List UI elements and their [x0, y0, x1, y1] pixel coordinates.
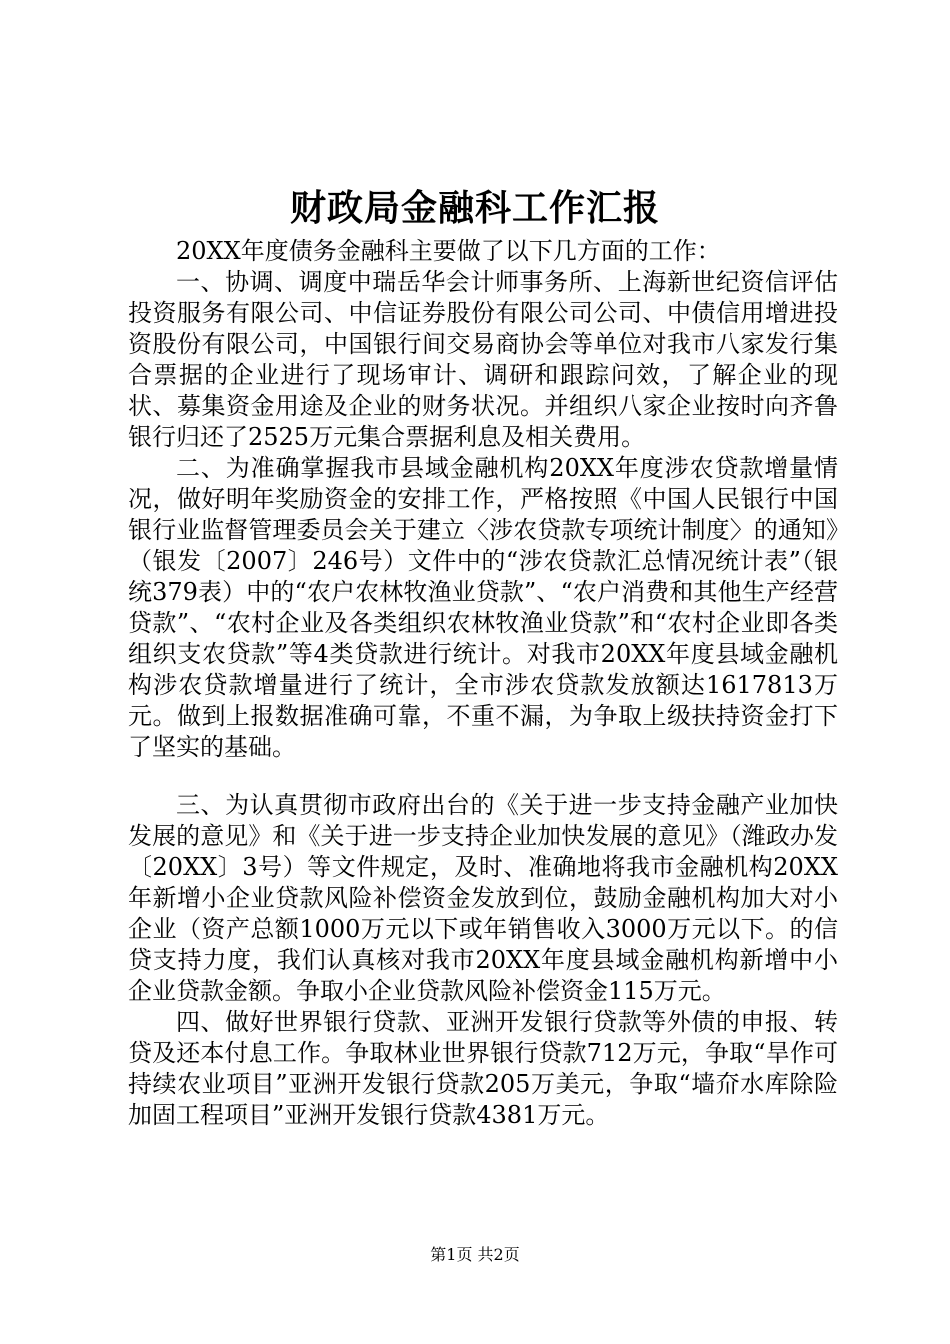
paragraph-3: 三、为认真贯彻市政府出台的《关于进一步支持金融产业加快发展的意见》和《关于进一步支持企业加快发展的意见》（潍政办发〔20XX〕3号）等文件规定，及时、准确地将我市金融机构20XX年新增小企业贷款风险补偿资金发放到位，鼓励金融机构加大对小企业（资产总额1000万元以下或年销售收入3000万元以下。的信贷支持力度，我们认真核对我市20XX年度县域金融机构新增中小企业贷款金额。争取小企业贷款风险补偿资金115万元。: [128, 791, 838, 1005]
paragraph-1: 一、协调、调度中瑞岳华会计师事务所、上海新世纪资信评估投资服务有限公司、中信证券股份有限公司公司、中债信用增进投资股份有限公司，中国银行间交易商协会等单位对我市八家发行集合票据的企业进行了现场审计、调研和跟踪问效，了解企业的现状、募集资金用途及企业的财务状况。并组织八家企业按时向齐鲁银行归还了2525万元集合票据利息及相关费用。: [128, 268, 838, 451]
intro-paragraph: 20XX年度债务金融科主要做了以下几方面的工作：: [176, 237, 721, 265]
page-footer: 第1页 共2页: [430, 1245, 520, 1264]
paragraph-4: 四、做好世界银行贷款、亚洲开发银行贷款等外债的申报、转贷及还本付息工作。争取林业世界银行贷款712万元，争取“旱作可持续农业项目”亚洲开发银行贷款205万美元，争取“墙夼水库除险加固工程项目”亚洲开发银行贷款4381万元。: [128, 1008, 838, 1129]
paragraph-2: 二、为准确掌握我市县域金融机构20XX年度涉农贷款增量情况，做好明年奖励资金的安排工作，严格按照《中国人民银行中国银行业监督管理委员会关于建立〈涉农贷款专项统计制度〉的通知》（银发〔2007〕246号）文件中的“涉农贷款汇总情况统计表”（银统379表）中的“农户农林牧渔业贷款”、“农户消费和其他生产经营贷款”、“农村企业及各类组织农林牧渔业贷款”和“农村企业即各类组织支农贷款”等4类贷款进行统计。对我市20XX年度县域金融机构涉农贷款增量进行了统计，全市涉农贷款发放额达1617813万元。做到上报数据准确可靠，不重不漏，为争取上级扶持资金打下了坚实的基础。: [128, 454, 838, 761]
document-title: 财政局金融科工作汇报: [289, 187, 660, 229]
document-body: [128, 236, 838, 1131]
